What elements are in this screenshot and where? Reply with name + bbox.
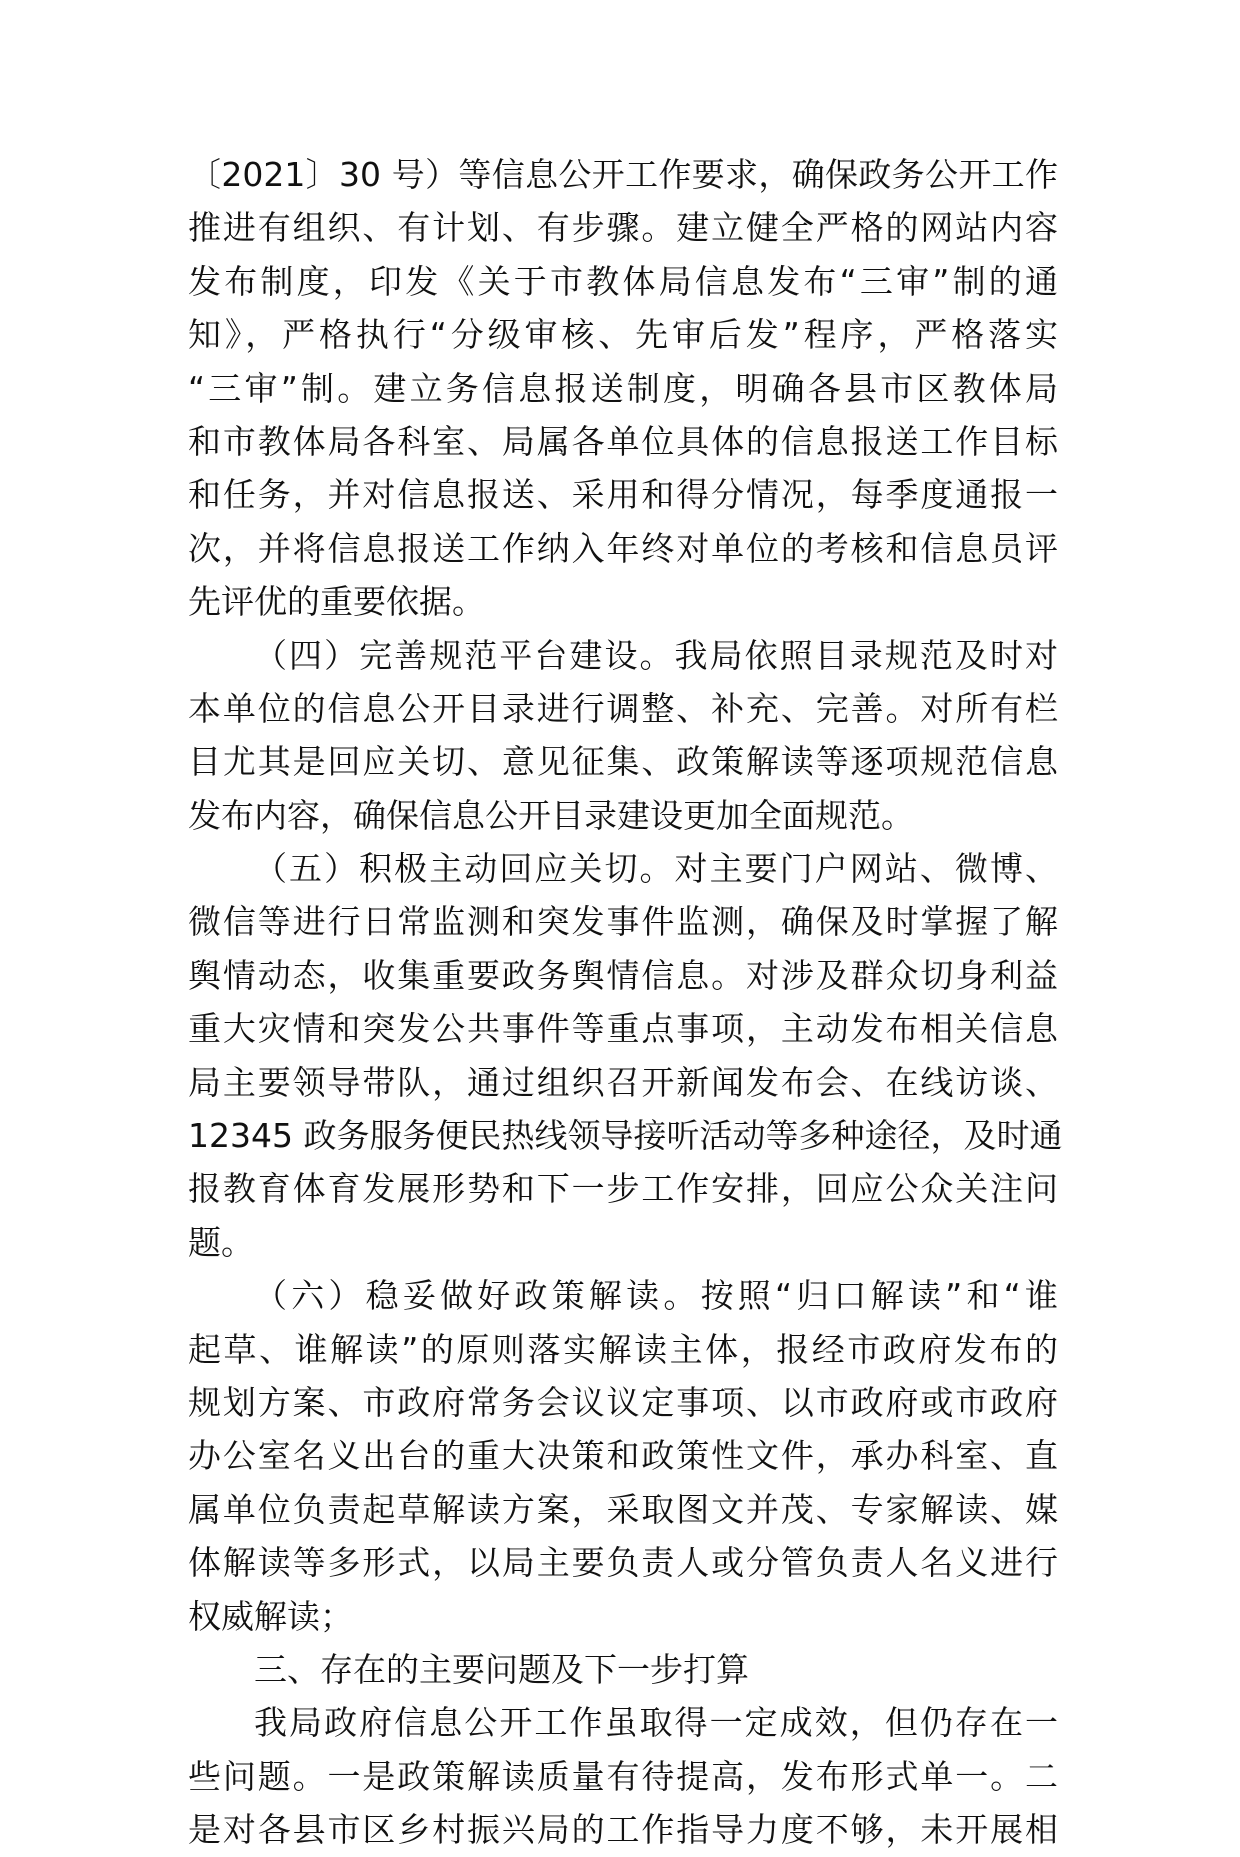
section-title: 三、存在的主要问题及下一步打算 [254,1649,749,1689]
text-line: 局主要领导带队，通过组织召开新闻发布会、在线访谈、 [188,1062,1058,1102]
text-line: 是对各县市区乡村振兴局的工作指导力度不够，未开展相 [188,1810,1058,1850]
section-heading-line: （四）完善规范平台建设。我局依照目录规范及时对 [254,635,1058,675]
body-text [188,148,1063,1857]
text-line: 权威解读； [188,1596,353,1636]
text-line: 〔2021〕30 号）等信息公开工作要求，确保政务公开工作 [188,155,1058,194]
text-line: 舆情动态，收集重要政务舆情信息。对涉及群众切身利益 [188,955,1058,995]
text-line: 规划方案、市政府常务会议议定事项、以市政府或市政府 [188,1382,1058,1422]
section-heading-line: （五）积极主动回应关切。对主要门户网站、微博、 [254,849,1058,889]
text-line: 目尤其是回应关切、意见征集、政策解读等逐项规范信息 [188,742,1058,782]
text-line: 起草、谁解读”的原则落实解读主体，报经市政府发布的 [188,1329,1058,1369]
text-line: 和任务，并对信息报送、采用和得分情况，每季度通报一 [188,475,1058,515]
text-line: 微信等进行日常监测和突发事件监测，确保及时掌握了解 [188,902,1058,942]
text-line: 发布制度，印发《关于市教体局信息发布“三审”制的通 [188,261,1058,301]
text-line: 我局政府信息公开工作虽取得一定成效，但仍存在一 [254,1703,1058,1743]
text-line: 知》，严格执行“分级审核、先审后发”程序，严格落实 [188,315,1058,355]
text-line: 题。 [188,1222,254,1262]
text-line: 本单位的信息公开目录进行调整、补充、完善。对所有栏 [188,688,1058,728]
text-line: 和市教体局各科室、局属各单位具体的信息报送工作目标 [188,421,1058,461]
text-line: 推进有组织、有计划、有步骤。建立健全严格的网站内容 [188,208,1058,248]
text-line: 属单位负责起草解读方案，采取图文并茂、专家解读、媒 [188,1489,1058,1529]
text-line: 次，并将信息报送工作纳入年终对单位的考核和信息员评 [188,528,1058,568]
text-line: 发布内容，确保信息公开目录建设更加全面规范。 [188,795,914,835]
text-line: 12345 政务服务便民热线领导接听活动等多种途径，及时通 [188,1116,1063,1156]
section-heading-line: （六）稳妥做好政策解读。按照“归口解读”和“谁 [254,1276,1058,1316]
text-line: 报教育体育发展形势和下一步工作安排，回应公众关注问 [188,1169,1058,1209]
text-line: 些问题。一是政策解读质量有待提高，发布形式单一。二 [188,1756,1058,1796]
text-line: “三审”制。建立务信息报送制度，明确各县市区教体局 [188,368,1058,408]
text-line: 重大灾情和突发公共事件等重点事项，主动发布相关信息 [188,1009,1058,1049]
text-line: 办公室名义出台的重大决策和政策性文件，承办科室、直 [188,1436,1058,1476]
text-line: 先评优的重要依据。 [188,582,485,622]
text-line: 体解读等多形式，以局主要负责人或分管负责人名义进行 [188,1543,1058,1583]
